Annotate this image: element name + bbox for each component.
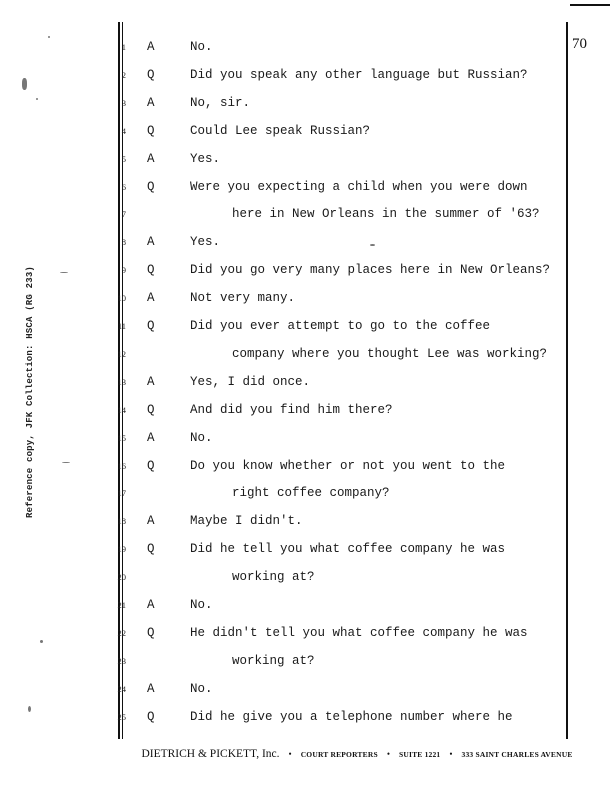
scan-speck [28, 706, 31, 712]
line-number: 7 [121, 209, 126, 220]
line-number: 10 [117, 293, 126, 304]
footer-separator: • [449, 749, 453, 759]
testimony-text: Did he give you a telephone number where he [190, 709, 513, 724]
line-number: 6 [121, 181, 126, 192]
testimony-text: Did you go very many places here in New Orleans? [190, 263, 551, 278]
scan-speck [22, 78, 27, 90]
testimony-text: Yes. [190, 235, 221, 250]
scan-speck [40, 640, 43, 643]
speaker-label: Q [147, 625, 155, 640]
line-number: 8 [121, 237, 126, 248]
line-number: 1 [121, 42, 126, 52]
page-number: 70 [572, 36, 587, 52]
testimony-text: Did you ever attempt to go to the coffee [190, 319, 491, 333]
line-number: 22 [117, 627, 126, 638]
transcript-line [0, 375, 612, 391]
scan-speck [62, 462, 70, 463]
line-number: 19 [117, 544, 126, 555]
transcript-line [0, 486, 612, 502]
line-number: 9 [121, 265, 126, 276]
footer-suite: SUITE 1221 [398, 750, 441, 759]
transcript-line [0, 152, 612, 168]
speaker-label: Q [147, 263, 155, 278]
speaker-label: A [147, 374, 155, 389]
reporter-footer [118, 744, 596, 762]
scan-speck [36, 98, 38, 100]
speaker-label: A [147, 235, 155, 250]
line-number: 3 [121, 97, 126, 108]
speaker-label: Q [147, 319, 155, 333]
testimony-text: Do you know whether or not you went to the [190, 458, 506, 473]
transcript-line [0, 68, 612, 84]
transcript-line [0, 235, 612, 251]
testimony-text: Yes. [190, 151, 221, 166]
line-number: 23 [117, 655, 126, 666]
line-number: 4 [121, 125, 126, 136]
transcript-line [0, 319, 612, 335]
line-number: 13 [117, 376, 126, 387]
scan-speck [60, 272, 68, 273]
archive-reference-stamp: Reference copy, JFK Collection: HSCA (RG 233) [25, 265, 35, 519]
transcript-line [0, 403, 612, 419]
testimony-text: Were you expecting a child when you were down [190, 179, 528, 194]
transcript-line [0, 180, 612, 196]
testimony-text: here in New Orleans in the summer of '63? [232, 207, 540, 222]
testimony-text: working at? [232, 653, 315, 668]
testimony-text: No. [190, 40, 213, 54]
line-number: 21 [117, 600, 126, 610]
testimony-text: Not very many. [190, 291, 296, 306]
speaker-label: Q [147, 709, 155, 724]
testimony-text: No. [190, 681, 213, 696]
speaker-label: A [147, 514, 155, 529]
transcript-line [0, 598, 612, 614]
speaker-label: A [147, 598, 155, 612]
transcript-line [0, 654, 612, 670]
testimony-text: Yes, I did once. [190, 374, 311, 389]
speaker-label: A [147, 95, 155, 110]
testimony-text: No. [190, 598, 213, 612]
speaker-label: Q [147, 542, 155, 557]
line-number: 16 [117, 460, 126, 471]
line-number: 20 [117, 572, 126, 583]
footer-address: 333 SAINT CHARLES AVENUE [461, 750, 573, 759]
transcript-line [0, 263, 612, 279]
transcript-line [0, 710, 612, 726]
line-number: 12 [117, 348, 126, 359]
testimony-text: No. [190, 430, 213, 445]
line-number: 14 [117, 404, 126, 415]
line-number: 15 [117, 432, 126, 443]
testimony-text: No, sir. [190, 95, 251, 110]
speaker-label: Q [147, 402, 155, 417]
transcript-line [0, 626, 612, 642]
transcript-line [0, 291, 612, 307]
testimony-text: working at? [232, 570, 315, 585]
testimony-text: And did you find him there? [190, 402, 393, 417]
transcript-line [0, 542, 612, 558]
testimony-text: Did you speak any other language but Russian? [190, 67, 528, 82]
transcript-line [0, 40, 612, 56]
line-number: 18 [117, 516, 126, 527]
speaker-label: Q [147, 123, 155, 138]
testimony-text: Maybe I didn't. [190, 514, 303, 529]
line-number: 11 [117, 321, 126, 331]
top-right-rule [570, 4, 610, 6]
speaker-label: A [147, 681, 155, 696]
transcript-line [0, 570, 612, 586]
transcript-line [0, 96, 612, 112]
testimony-text: right coffee company? [232, 486, 390, 501]
line-number: 24 [117, 683, 126, 694]
speaker-label: A [147, 40, 155, 54]
speaker-label: Q [147, 458, 155, 473]
scan-speck [48, 36, 50, 38]
speaker-label: A [147, 291, 155, 306]
testimony-text: company where you thought Lee was working? [232, 346, 548, 361]
line-number: 5 [121, 153, 126, 164]
speaker-label: Q [147, 179, 155, 194]
transcript-line [0, 682, 612, 698]
scan-speck [370, 244, 375, 246]
line-number: 25 [117, 711, 126, 722]
speaker-label: Q [147, 67, 155, 82]
transcript-line [0, 459, 612, 475]
testimony-text: Could Lee speak Russian? [190, 123, 371, 138]
testimony-text: Did he tell you what coffee company he was [190, 542, 506, 557]
footer-separator: • [386, 749, 390, 759]
transcript-line [0, 347, 612, 363]
speaker-label: A [147, 151, 155, 166]
transcript-line [0, 207, 612, 223]
line-number: 17 [117, 488, 126, 499]
footer-court-reporters: COURT REPORTERS [300, 750, 378, 759]
line-number: 2 [121, 69, 126, 80]
transcript-line [0, 124, 612, 140]
transcript-line [0, 514, 612, 530]
testimony-text: He didn't tell you what coffee company he was [190, 625, 528, 640]
footer-firm: DIETRICH & PICKETT, Inc. [141, 748, 280, 760]
footer-separator: • [288, 749, 292, 759]
transcript-line [0, 431, 612, 447]
speaker-label: A [147, 430, 155, 445]
